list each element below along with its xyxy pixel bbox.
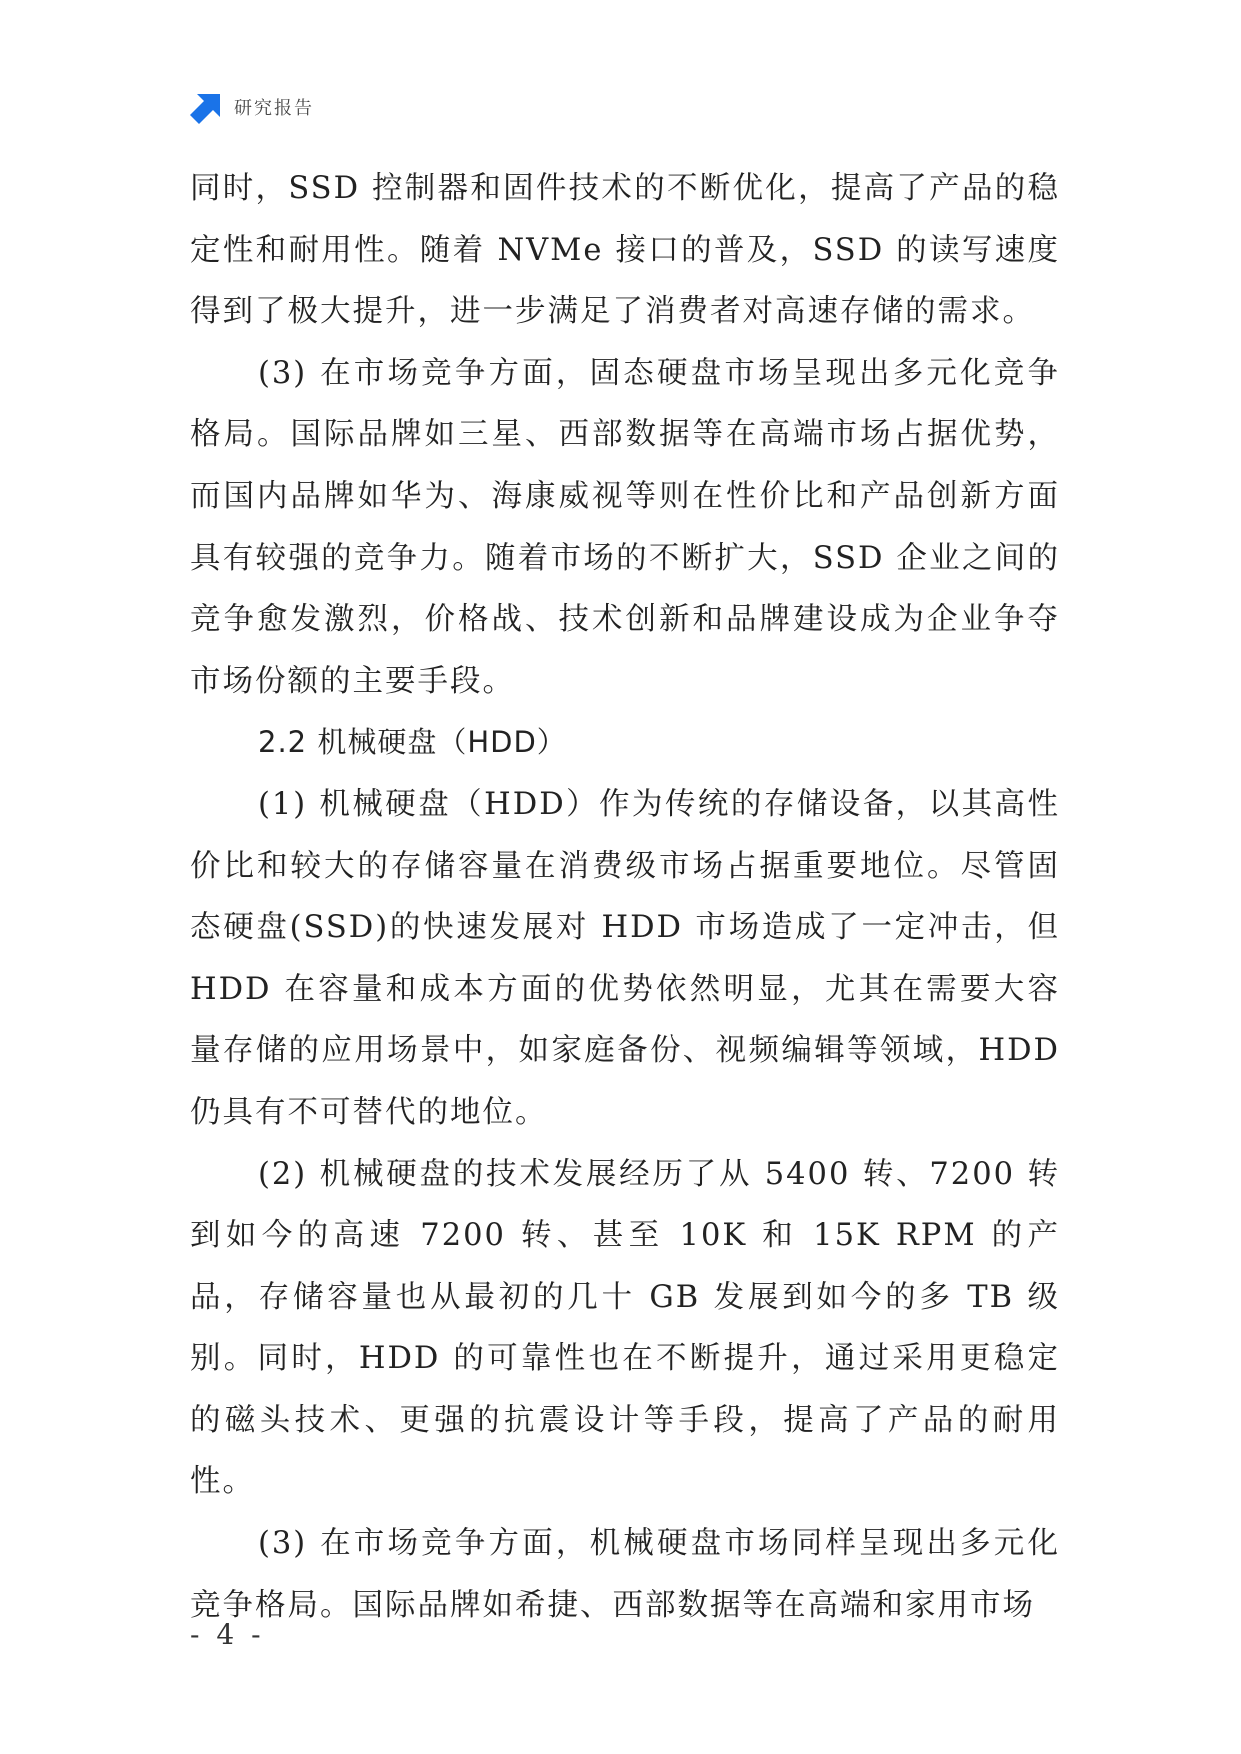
paragraph-hdd-overview: (1) 机械硬盘（HDD）作为传统的存储设备，以其高性价比和较大的存储容量在消费级市场占据重要地位。尽管固态硬盘(SSD)的快速发展对 HDD 市场造成了一定冲击，但 HDD 在容量和成本方面的优势依然明显，尤其在需要大容量存储的应用场景中，如家庭备份、视频编辑等领域，HDD 仍具有不可替代的地位。	[190, 786, 1060, 1130]
header-title: 研究报告	[234, 98, 314, 119]
report-header	[190, 90, 314, 124]
document-body	[190, 158, 1060, 1636]
section-heading-hdd: 2.2 机械硬盘（HDD）	[258, 725, 567, 760]
page-number: - 4 -	[190, 1618, 265, 1651]
arrow-up-right-icon	[190, 90, 224, 124]
paragraph-ssd-competition: (3) 在市场竞争方面，固态硬盘市场呈现出多元化竞争格局。国际品牌如三星、西部数据等在高端市场占据优势，而国内品牌如华为、海康威视等则在性价比和产品创新方面具有较强的竞争力。随着市场的不断扩大，SSD 企业之间的竞争愈发激烈，价格战、技术创新和品牌建设成为企业争夺市场份额的主要手段。	[190, 355, 1060, 699]
paragraph-ssd-optimization: 同时，SSD 控制器和固件技术的不断优化，提高了产品的稳定性和耐用性。随着 NVMe 接口的普及，SSD 的读写速度得到了极大提升，进一步满足了消费者对高速存储的需求。	[190, 171, 1060, 330]
paragraph-hdd-competition: (3) 在市场竞争方面，机械硬盘市场同样呈现出多元化竞争格局。国际品牌如希捷、西部数据等在高端和家用市场	[190, 1526, 1060, 1623]
paragraph-hdd-technology: (2) 机械硬盘的技术发展经历了从 5400 转、7200 转到如今的高速 7200 转、甚至 10K 和 15K RPM 的产品，存储容量也从最初的几十 GB 发展到如今的多 TB 级别。同时，HDD 的可靠性也在不断提升，通过采用更稳定的磁头技术、更强的抗震设计等手段，提高了产品的耐用性。	[190, 1156, 1060, 1500]
